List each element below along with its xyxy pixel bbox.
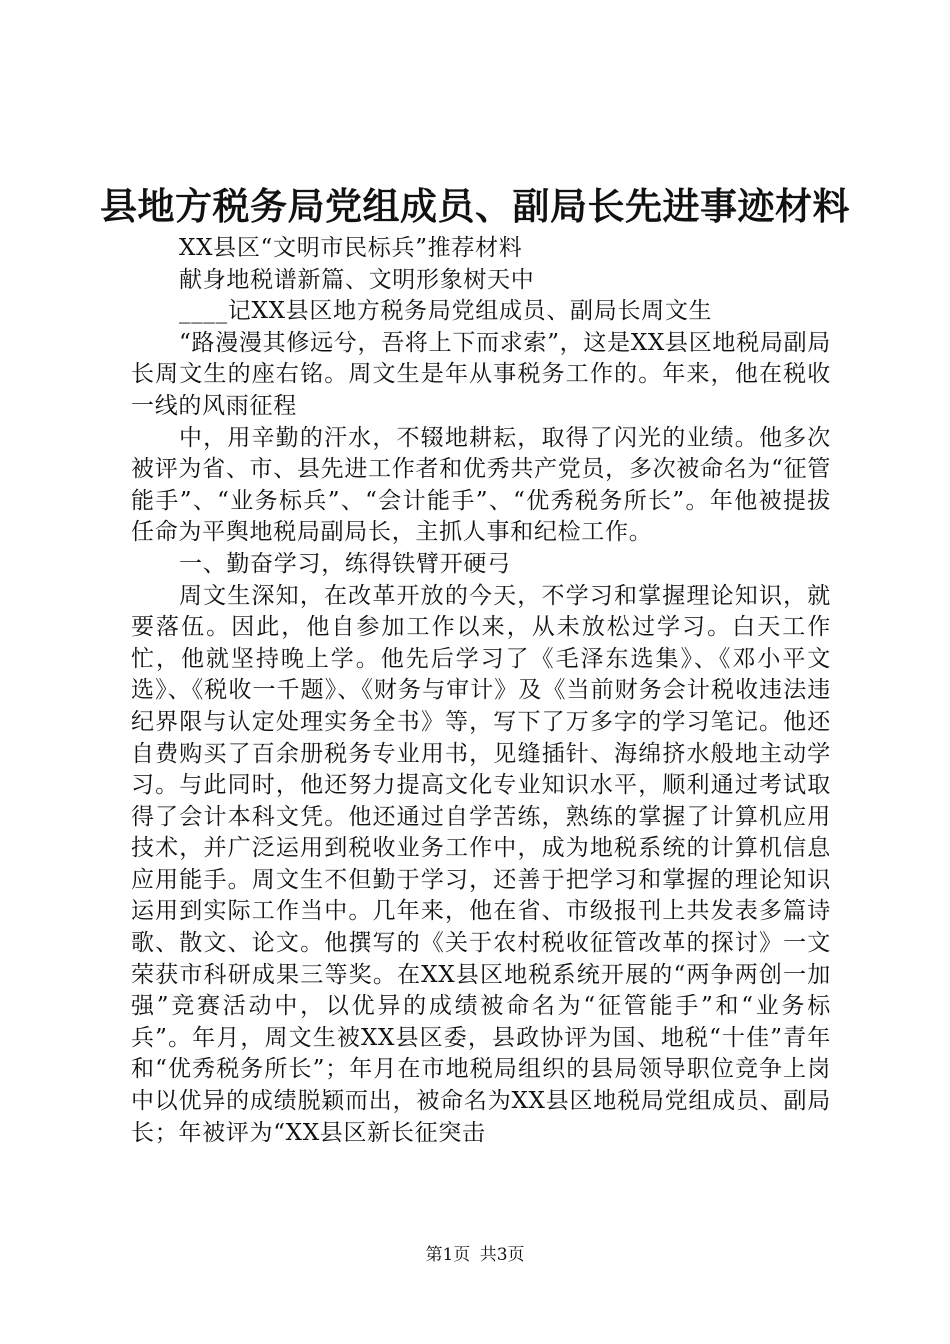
paragraph-achievements: 中，用辛勤的汗水，不辍地耕耘，取得了闪光的业绩。他多次被评为省、市、县先进工作者和优秀共产党员，多次被命名为“征管能手”、“业务标兵”、“会计能手”、“优秀税务所长”。年他被提拔任命为平舆地税局副局长，主抓人事和纪检工作。	[131, 424, 831, 546]
paragraph-recommendation-heading: XX县区“文明市民标兵”推荐材料	[179, 235, 523, 261]
page-footer	[0, 1243, 950, 1267]
page-number: 第1页	[425, 1245, 471, 1265]
paragraph-subtitle: 献身地税谱新篇、文明形象树天中	[179, 266, 535, 293]
paragraph-byline: ____记XX县区地方税务局党组成员、副局长周文生	[179, 298, 713, 325]
document-title: 县地方税务局党组成员、副局长先进事迹材料	[100, 185, 850, 228]
section-heading-study: 一、勤奋学习，练得铁臂开硬弓	[179, 550, 511, 577]
document-body	[131, 233, 831, 1149]
page-total: 共3页	[479, 1245, 525, 1265]
paragraph-study: 周文生深知，在改革开放的今天，不学习和掌握理论知识，就要落伍。因此，他自参加工作以来，从未放松过学习。白天工作忙，他就坚持晚上学。他先后学习了《毛泽东选集》、《邓小平文选》、《税收一千题》、《财务与审计》及《当前财务会计税收违法违纪界限与认定处理实务全书》等，写下了万多字的学习笔记。他还自费购买了百余册税务专业用书，见缝插针、海绵挤水般地主动学习。与此同时，他还努力提高文化专业知识水平，顺利通过考试取得了会计本科文凭。他还通过自学苦练，熟练的掌握了计算机应用技术，并广泛运用到税收业务工作中，成为地税系统的计算机信息应用能手。周文生不但勤于学习，还善于把学习和掌握的理论知识运用到实际工作当中。几年来，他在省、市级报刊上共发表多篇诗歌、散文、论文。他撰写的《关于农村税收征管改革的探讨》一文荣获市科研成果三等奖。在XX县区地税系统开展的“两争两创一加强”竞赛活动中，以优异的成绩被命名为“征管能手”和“业务标兵”。年月，周文生被XX县区委，县政协评为国、地税“十佳”青年和“优秀税务所长”；年月在市地税局组织的县局领导职位竞争上岗中以优异的成绩脱颖而出，被命名为XX县区地税局党组成员、副局长；年被评为“XX县区新长征突击	[131, 582, 831, 1146]
paragraph-intro: “路漫漫其修远兮，吾将上下而求索”，这是XX县区地税局副局长周文生的座右铭。周文生是年从事税务工作的。年来，他在税收一线的风雨征程	[131, 329, 831, 419]
